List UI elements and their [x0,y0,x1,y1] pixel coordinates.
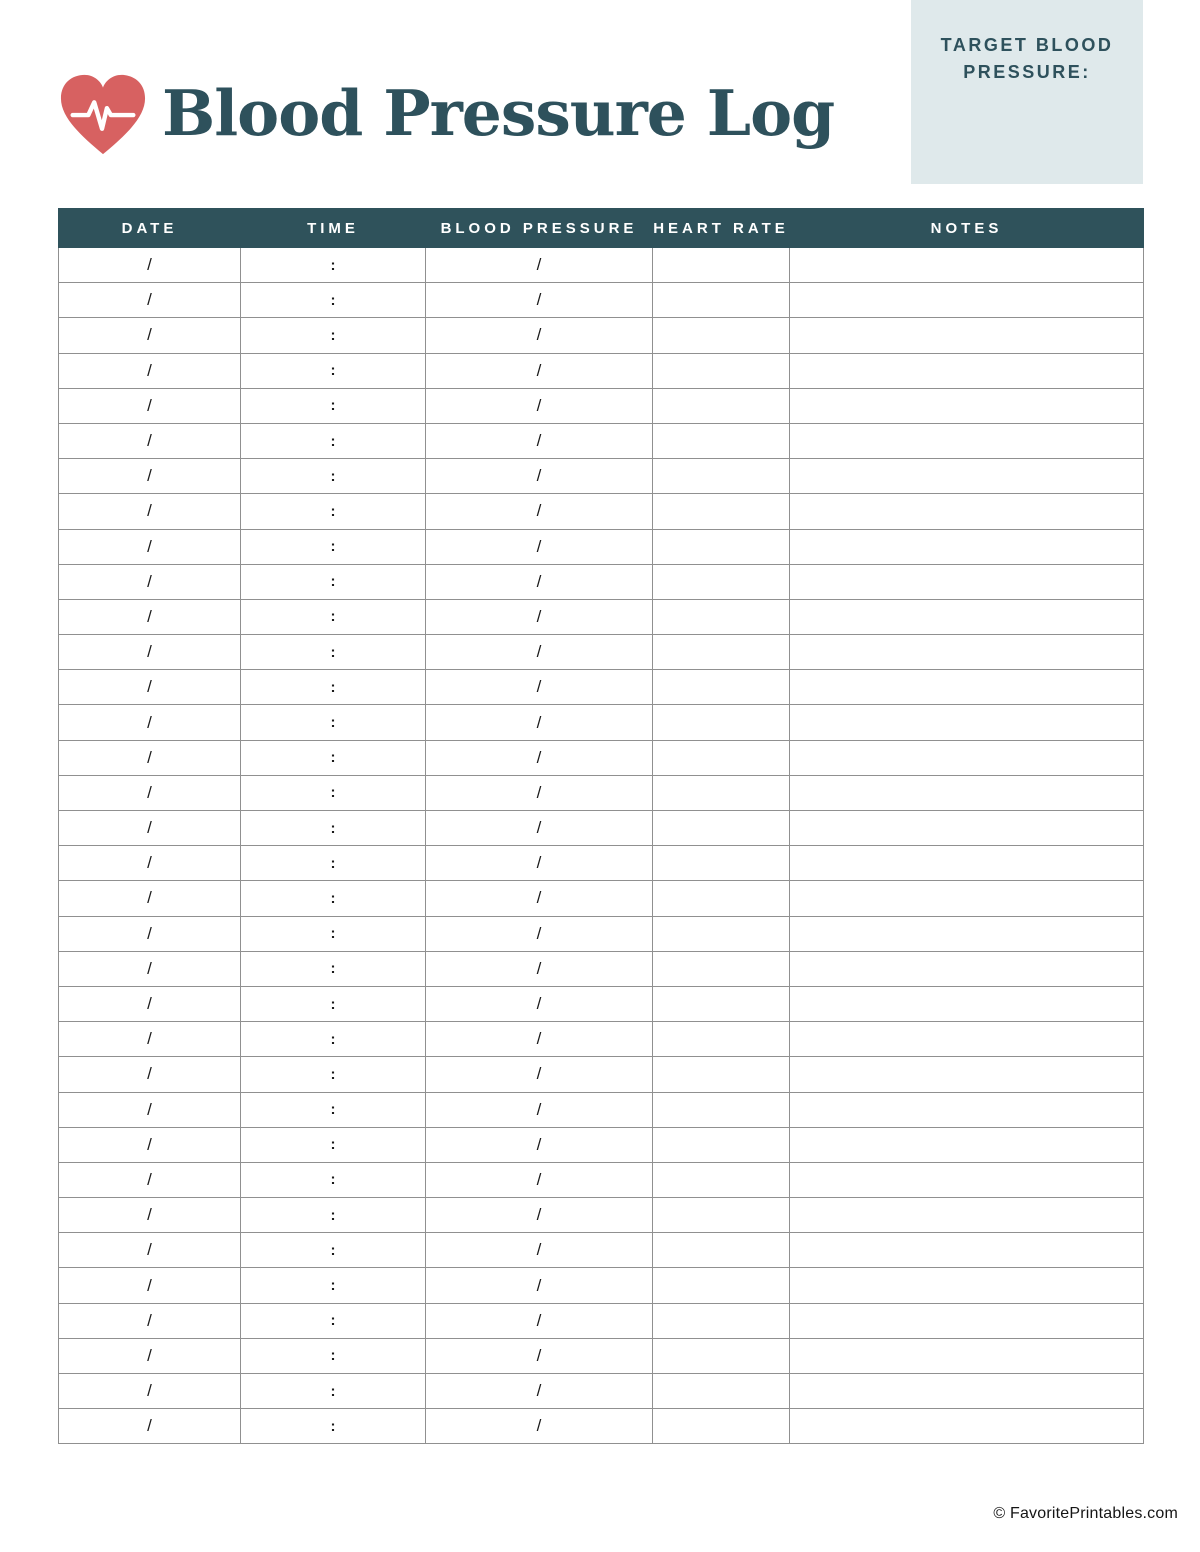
table-row [59,1303,1144,1338]
cell-heart-rate [653,846,790,881]
table-row [59,916,1144,951]
cell-date: / [59,388,241,423]
cell-time: : [241,1092,426,1127]
cell-time: : [241,986,426,1021]
cell-time: : [241,740,426,775]
cell-date: / [59,318,241,353]
cell-blood-pressure: / [426,916,653,951]
cell-date: / [59,599,241,634]
table-row [59,248,1144,283]
cell-notes [790,529,1144,564]
cell-notes [790,564,1144,599]
table-row [59,1022,1144,1057]
cell-time: : [241,388,426,423]
cell-date: / [59,1057,241,1092]
table-row [59,1338,1144,1373]
cell-blood-pressure: / [426,353,653,388]
cell-blood-pressure: / [426,1162,653,1197]
cell-blood-pressure: / [426,740,653,775]
cell-time: : [241,1022,426,1057]
cell-heart-rate [653,740,790,775]
cell-date: / [59,1303,241,1338]
cell-heart-rate [653,564,790,599]
cell-blood-pressure: / [426,318,653,353]
cell-heart-rate [653,283,790,318]
cell-time: : [241,283,426,318]
table-header-row [59,209,1144,248]
table-row [59,986,1144,1021]
cell-blood-pressure: / [426,846,653,881]
cell-notes [790,353,1144,388]
cell-time: : [241,564,426,599]
cell-notes [790,1092,1144,1127]
table-row [59,1233,1144,1268]
table-row [59,1057,1144,1092]
cell-blood-pressure: / [426,1409,653,1444]
cell-blood-pressure: / [426,1127,653,1162]
cell-heart-rate [653,1198,790,1233]
table-row [59,1268,1144,1303]
cell-time: : [241,1303,426,1338]
cell-notes [790,1303,1144,1338]
cell-time: : [241,1409,426,1444]
cell-time: : [241,1198,426,1233]
cell-date: / [59,423,241,458]
cell-date: / [59,1092,241,1127]
cell-blood-pressure: / [426,1338,653,1373]
table-row [59,1374,1144,1409]
target-blood-pressure-label: TARGET BLOOD PRESSURE: [940,35,1114,82]
cell-time: : [241,494,426,529]
cell-notes [790,986,1144,1021]
cell-blood-pressure: / [426,494,653,529]
cell-blood-pressure: / [426,459,653,494]
heart-pulse-icon [56,72,150,160]
cell-notes [790,1162,1144,1197]
cell-blood-pressure: / [426,564,653,599]
cell-blood-pressure: / [426,529,653,564]
cell-heart-rate [653,1092,790,1127]
cell-blood-pressure: / [426,986,653,1021]
table-row [59,1409,1144,1444]
cell-heart-rate [653,1268,790,1303]
cell-date: / [59,705,241,740]
footer-copyright: © FavoritePrintables.com [993,1505,1178,1522]
cell-notes [790,248,1144,283]
cell-notes [790,775,1144,810]
cell-notes [790,1198,1144,1233]
cell-heart-rate [653,1233,790,1268]
cell-time: : [241,1127,426,1162]
table-row [59,705,1144,740]
cell-heart-rate [653,353,790,388]
table-row [59,811,1144,846]
cell-time: : [241,1268,426,1303]
cell-date: / [59,564,241,599]
cell-date: / [59,1268,241,1303]
cell-blood-pressure: / [426,1092,653,1127]
cell-date: / [59,248,241,283]
cell-notes [790,846,1144,881]
cell-heart-rate [653,599,790,634]
cell-heart-rate [653,1303,790,1338]
cell-time: : [241,705,426,740]
cell-heart-rate [653,1338,790,1373]
table-row [59,283,1144,318]
cell-heart-rate [653,986,790,1021]
table-row [59,1127,1144,1162]
cell-notes [790,388,1144,423]
cell-blood-pressure: / [426,248,653,283]
cell-heart-rate [653,670,790,705]
table-row [59,459,1144,494]
cell-heart-rate [653,388,790,423]
cell-heart-rate [653,459,790,494]
cell-notes [790,740,1144,775]
cell-time: : [241,459,426,494]
cell-blood-pressure: / [426,1303,653,1338]
cell-notes [790,1022,1144,1057]
cell-date: / [59,811,241,846]
cell-blood-pressure: / [426,881,653,916]
cell-heart-rate [653,775,790,810]
cell-time: : [241,846,426,881]
cell-heart-rate [653,881,790,916]
cell-time: : [241,1338,426,1373]
cell-notes [790,599,1144,634]
cell-time: : [241,881,426,916]
cell-blood-pressure: / [426,283,653,318]
cell-heart-rate [653,635,790,670]
cell-notes [790,1268,1144,1303]
cell-heart-rate [653,951,790,986]
table-row [59,1092,1144,1127]
cell-blood-pressure: / [426,705,653,740]
cell-date: / [59,740,241,775]
cell-notes [790,951,1144,986]
cell-blood-pressure: / [426,1022,653,1057]
table-row [59,775,1144,810]
cell-date: / [59,846,241,881]
cell-date: / [59,353,241,388]
table-row [59,1198,1144,1233]
cell-date: / [59,1022,241,1057]
cell-time: : [241,916,426,951]
cell-date: / [59,986,241,1021]
cell-time: : [241,318,426,353]
column-header-date: DATE [59,209,241,248]
cell-date: / [59,494,241,529]
table-row [59,599,1144,634]
cell-blood-pressure: / [426,599,653,634]
cell-notes [790,459,1144,494]
cell-date: / [59,529,241,564]
cell-heart-rate [653,811,790,846]
cell-heart-rate [653,1057,790,1092]
table-row [59,353,1144,388]
cell-blood-pressure: / [426,1374,653,1409]
table-row [59,951,1144,986]
table-row [59,881,1144,916]
cell-notes [790,423,1144,458]
cell-blood-pressure: / [426,811,653,846]
column-header-time: TIME [241,209,426,248]
cell-blood-pressure: / [426,1198,653,1233]
cell-notes [790,1233,1144,1268]
table-row [59,494,1144,529]
cell-date: / [59,951,241,986]
cell-time: : [241,423,426,458]
cell-heart-rate [653,318,790,353]
table-row [59,423,1144,458]
table-row [59,529,1144,564]
cell-blood-pressure: / [426,1268,653,1303]
cell-heart-rate [653,1162,790,1197]
cell-notes [790,494,1144,529]
cell-date: / [59,1162,241,1197]
table-row [59,670,1144,705]
cell-time: : [241,248,426,283]
cell-date: / [59,1233,241,1268]
cell-time: : [241,1374,426,1409]
cell-date: / [59,635,241,670]
column-header-heart-rate: HEART RATE [653,209,790,248]
cell-date: / [59,459,241,494]
cell-date: / [59,670,241,705]
table-row [59,318,1144,353]
cell-blood-pressure: / [426,1057,653,1092]
cell-blood-pressure: / [426,423,653,458]
cell-notes [790,1374,1144,1409]
cell-notes [790,1338,1144,1373]
cell-notes [790,705,1144,740]
table-row [59,564,1144,599]
cell-date: / [59,1374,241,1409]
cell-heart-rate [653,1022,790,1057]
cell-notes [790,283,1144,318]
cell-notes [790,1127,1144,1162]
cell-date: / [59,916,241,951]
cell-blood-pressure: / [426,775,653,810]
cell-date: / [59,1409,241,1444]
cell-time: : [241,599,426,634]
cell-heart-rate [653,705,790,740]
cell-notes [790,670,1144,705]
cell-notes [790,318,1144,353]
cell-time: : [241,529,426,564]
table-row [59,635,1144,670]
cell-heart-rate [653,1127,790,1162]
target-blood-pressure-box [911,0,1143,184]
cell-blood-pressure: / [426,388,653,423]
cell-time: : [241,1233,426,1268]
cell-heart-rate [653,916,790,951]
cell-time: : [241,775,426,810]
table-row [59,388,1144,423]
cell-date: / [59,1127,241,1162]
cell-date: / [59,881,241,916]
table-body [59,248,1144,1444]
cell-time: : [241,670,426,705]
cell-date: / [59,283,241,318]
table-row [59,740,1144,775]
cell-notes [790,635,1144,670]
cell-blood-pressure: / [426,670,653,705]
cell-notes [790,916,1144,951]
cell-heart-rate [653,1374,790,1409]
cell-notes [790,1057,1144,1092]
cell-notes [790,881,1144,916]
column-header-blood-pressure: BLOOD PRESSURE [426,209,653,248]
cell-notes [790,811,1144,846]
table-header [59,209,1144,248]
cell-blood-pressure: / [426,635,653,670]
cell-heart-rate [653,423,790,458]
column-header-notes: NOTES [790,209,1144,248]
table-row [59,1162,1144,1197]
brand-header [56,70,834,162]
cell-blood-pressure: / [426,1233,653,1268]
cell-time: : [241,951,426,986]
cell-time: : [241,1057,426,1092]
cell-date: / [59,775,241,810]
cell-blood-pressure: / [426,951,653,986]
cell-time: : [241,353,426,388]
cell-date: / [59,1198,241,1233]
blood-pressure-log-table [58,208,1144,1444]
cell-heart-rate [653,1409,790,1444]
cell-heart-rate [653,529,790,564]
cell-time: : [241,1162,426,1197]
cell-notes [790,1409,1144,1444]
table-row [59,846,1144,881]
page-title: Blood Pressure Log [162,75,835,150]
cell-date: / [59,1338,241,1373]
cell-heart-rate [653,248,790,283]
cell-time: : [241,811,426,846]
cell-time: : [241,635,426,670]
cell-heart-rate [653,494,790,529]
